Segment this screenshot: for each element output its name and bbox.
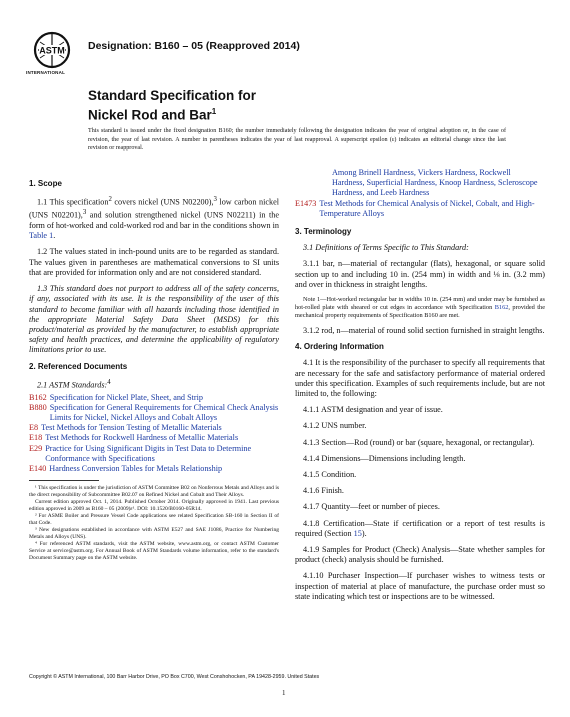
reference-title[interactable]: Hardness Conversion Tables for Metals Relationship — [49, 464, 223, 474]
reference-code[interactable]: E140 — [29, 464, 47, 474]
section-heading-ordering-information: 4. Ordering Information — [295, 342, 384, 352]
paragraph-4-1-2: 4.1.2 UNS number. — [303, 421, 367, 431]
footnote: ⁴ For referenced ASTM standards, visit the ASTM website, www.astm.org, or contact ASTM Customer Service at service@astm.org. For Annual Book of ASTM Standards volume information, refer to the standard's Document Summary page on the ASTM website. — [29, 541, 279, 562]
designation: Designation: B160 – 05 (Reapproved 2014) — [88, 40, 300, 52]
right-column — [295, 168, 545, 608]
footnotes — [29, 485, 279, 562]
section-heading-referenced-documents: 2. Referenced Documents — [29, 361, 128, 371]
logo-caption: INTERNATIONAL — [26, 70, 66, 75]
reference-e140-continued[interactable]: Among Brinell Hardness, Vickers Hardness, Rockwell Hardness, Superficial Hardness, Knoop Hardness, Scleroscope Hardness, and Leeb Hardness — [332, 168, 538, 198]
reference-item[interactable] — [29, 464, 279, 474]
paragraph-4-1-4: 4.1.4 Dimensions—Dimensions including length. — [303, 453, 466, 463]
reference-title[interactable]: Practice for Using Significant Digits in Test Data to Determine Conformance with Specifications — [45, 443, 252, 463]
left-column — [29, 175, 279, 562]
paragraph-3-1: 3.1 Definitions of Terms Specific to This Standard: — [303, 243, 469, 253]
paragraph-1-3: 1.3 This standard does not purport to address all of the safety concerns, if any, associated with its use. It is the responsibility of the user of this standard to become familiar with all hazards including those identified in the appropriate Material Safety Data Sheet (MSDS) for this product/material as provided by the manufacturer, to establish appropriate safety and health practices, and determine the applicability of regulatory limitations prior to use. — [29, 284, 279, 355]
reference-code[interactable]: B162 — [29, 392, 47, 402]
footnote-divider — [29, 480, 99, 481]
reference-list — [29, 393, 279, 475]
footnote: ³ New designations established in accordance with ASTM E527 and SAE J1086, Practice for Numbering Metals and Alloys (UNS). — [29, 527, 279, 541]
footnote: ¹ This specification is under the jurisdiction of ASTM Committee B02 on Nonferrous Metals and Alloys and is the direct responsibility of Subcommittee B02.07 on Refined Nickel and Cobalt and Their Alloys. — [29, 485, 279, 499]
reference-code[interactable]: B880 — [29, 402, 47, 412]
footnote: Current edition approved Oct. 1, 2014. Published October 2014. Originally approved in 1941. Last previous edition approved in 2009 as B160 – 05 (2009)ε¹. DOI: 10.1520/B0160-05R14. — [29, 499, 279, 513]
reference-e1473[interactable]: E1473 Test Methods for Chemical Analysis of Nickel, Cobalt, and High-Temperature Alloys — [295, 198, 535, 218]
title-line-1: Standard Specification for — [88, 88, 257, 103]
reference-item[interactable] — [29, 423, 279, 433]
issuance-note: This standard is issued under the fixed designation B160; the number immediately following the designation indicates the year of original adoption or, in the case of revision, the year of last revision. A number in parentheses indicates the year of last reapproval. A superscript epsilon (ε) indicates an editorial change since the last revision or reapproval. — [88, 128, 506, 151]
note-1: Note 1—Hot-worked rectangular bar in widths 10 in. (254 mm) and under may be furnished as hot-rolled plate with sheared or cut edges in accordance with Specification B162, provided the mechanical property requirements of Specification B160 are met. — [295, 296, 545, 320]
page-number: 1 — [282, 689, 286, 697]
reference-title[interactable]: Specification for General Requirements for Chemical Check Analysis Limits for Nickel, Nickel Alloys and Cobalt Alloys — [49, 402, 279, 423]
paragraph-4-1-8: 4.1.8 Certification—State if certification or a report of test results is required (Section 15). — [295, 518, 545, 538]
reference-item[interactable] — [29, 444, 279, 464]
paragraph-4-1: 4.1 It is the responsibility of the purchaser to specify all requirements that are necessary for the safe and satisfactory performance of material ordered under this specification. Examples of such requirements include, but are not limited to, the following: — [295, 358, 545, 399]
reference-item[interactable] — [29, 433, 279, 443]
reference-code[interactable]: E29 — [29, 443, 43, 453]
section-heading-scope: 1. Scope — [29, 179, 62, 188]
b162-link[interactable]: B162 — [494, 304, 509, 312]
paragraph-4-1-1: 4.1.1 ASTM designation and year of issue. — [303, 405, 443, 415]
paragraph-2-1: 2.1 ASTM Standards:$^4$ — [37, 378, 111, 390]
table-1-link[interactable]: Table 1 — [29, 231, 54, 241]
paragraph-4-1-9: 4.1.9 Samples for Product (Check) Analysis—State whether samples for product (check) analysis should be furnished. — [295, 545, 545, 565]
reference-title[interactable]: Specification for Nickel Plate, Sheet, and Strip — [49, 392, 203, 402]
paragraph-3-1-1: 3.1.1 bar, n—material of rectangular (flats), hexagonal, or square solid section up to and including 10 in. (254 mm) in width and ⅛ in. (3.2 mm) and over in thickness in straight lengths. — [295, 259, 545, 289]
paragraph-4-1-6: 4.1.6 Finish. — [303, 486, 344, 496]
footnote: ² For ASME Boiler and Pressure Vessel Code applications see related Specification SB-160 in Section II of that Code. — [29, 513, 279, 527]
reference-title[interactable]: Test Methods for Tension Testing of Metallic Materials — [41, 423, 222, 433]
paragraph-1-2: 1.2 The values stated in inch-pound units are to be regarded as standard. The values given in parentheses are mathematical conversions to SI units that are provided for information only and are not considered standard. — [29, 247, 279, 277]
reference-item[interactable] — [29, 403, 279, 423]
reference-title[interactable]: Test Methods for Rockwell Hardness of Metallic Materials — [45, 433, 239, 443]
reference-code[interactable]: E8 — [29, 423, 39, 433]
paragraph-4-1-10: 4.1.10 Purchaser Inspection—If purchaser wishes to witness tests or inspection of material at place of manufacture, the purchase order must so state indicating which test or inspections are to be witnessed. — [295, 571, 545, 601]
reference-item[interactable] — [29, 393, 279, 403]
paragraph-4-1-5: 4.1.5 Condition. — [303, 470, 357, 480]
copyright-footer: Copyright © ASTM International, 100 Barr Harbor Drive, PO Box C700, West Conshohocken, PA 19428-2959. United States — [29, 674, 320, 680]
paragraph-1-1: 1.1 This specification$^2$ covers nickel (UNS N02200),$^3$ low carbon nickel (UNS N02201),$^3$ and solution strengthened nickel (UNS N02211) in the form of hot-worked and cold-worked rod and bar in the conditions shown in Table 1. — [29, 196, 280, 241]
title-line-2: Nickel Rod and Bar$^1$ — [88, 107, 217, 123]
section-heading-terminology: 3. Terminology — [295, 227, 352, 237]
reference-code[interactable]: E18 — [29, 433, 43, 443]
paragraph-3-1-2: 3.1.2 rod, n—material of round solid section furnished in straight lengths. — [303, 326, 545, 336]
document-title — [88, 88, 256, 124]
svg-text:ASTM: ASTM — [39, 45, 65, 56]
section-15-link[interactable]: 15 — [353, 528, 362, 538]
paragraph-4-1-3: 4.1.3 Section—Rod (round) or bar (square, hexagonal, or rectangular). — [303, 437, 535, 447]
paragraph-4-1-7: 4.1.7 Quantity—feet or number of pieces. — [303, 502, 440, 512]
